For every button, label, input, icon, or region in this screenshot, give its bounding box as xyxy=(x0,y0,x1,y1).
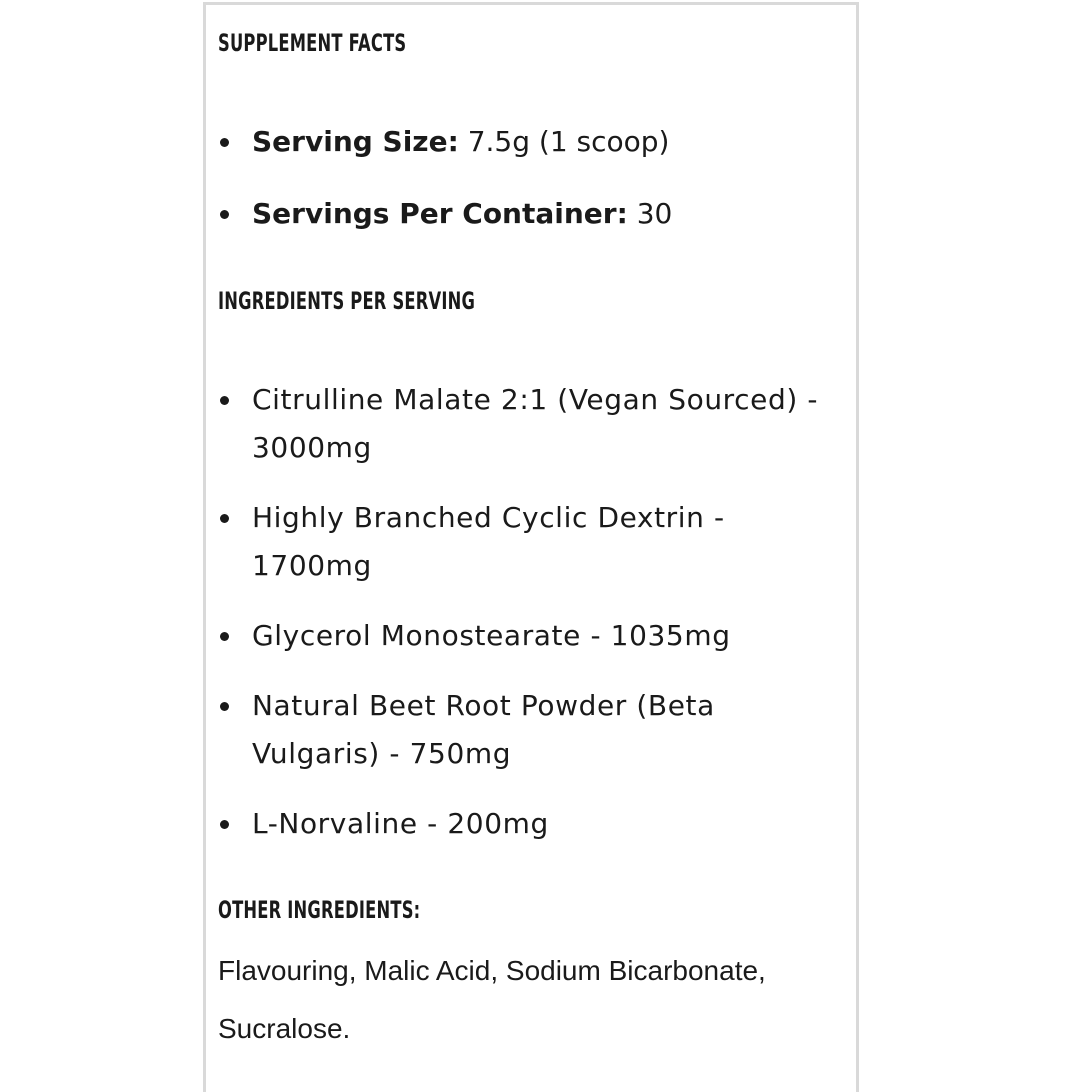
servings-per-container-label: Servings Per Container: xyxy=(252,197,628,230)
ingredients-per-serving-heading: INGREDIENTS PER SERVING xyxy=(218,287,476,315)
ingredient-text: Highly Branched Cyclic Dextrin - 1700mg xyxy=(252,501,725,582)
ingredient-text: Citrulline Malate 2:1 (Vegan Sourced) - 3000mg xyxy=(252,383,819,464)
bullet-icon xyxy=(220,514,229,523)
other-ingredients-heading: OTHER INGREDIENTS: xyxy=(218,896,421,924)
bullet-icon xyxy=(220,210,229,219)
serving-info-list xyxy=(218,118,848,238)
ingredient-text: Glycerol Monostearate - 1035mg xyxy=(252,619,731,652)
list-item xyxy=(218,612,848,660)
bullet-icon xyxy=(220,702,229,711)
ingredients-list xyxy=(218,376,848,870)
list-item xyxy=(218,118,848,166)
list-item xyxy=(218,376,848,472)
serving-size-value: 7.5g (1 scoop) xyxy=(458,125,670,158)
supplement-facts-heading: SUPPLEMENT FACTS xyxy=(218,29,407,57)
list-item xyxy=(218,682,848,778)
bullet-icon xyxy=(220,820,229,829)
ingredient-text: L-Norvaline - 200mg xyxy=(252,807,549,840)
other-ingredients-text: Flavouring, Malic Acid, Sodium Bicarbonate, Sucralose. xyxy=(218,955,766,1044)
bullet-icon xyxy=(220,396,229,405)
bullet-icon xyxy=(220,138,229,147)
serving-size-label: Serving Size: xyxy=(252,125,459,158)
ingredient-text: Natural Beet Root Powder (Beta Vulgaris) - 750mg xyxy=(252,689,715,770)
list-item xyxy=(218,190,848,238)
list-item xyxy=(218,494,848,590)
bullet-icon xyxy=(220,632,229,641)
servings-per-container-value: 30 xyxy=(627,197,673,230)
list-item xyxy=(218,800,848,848)
